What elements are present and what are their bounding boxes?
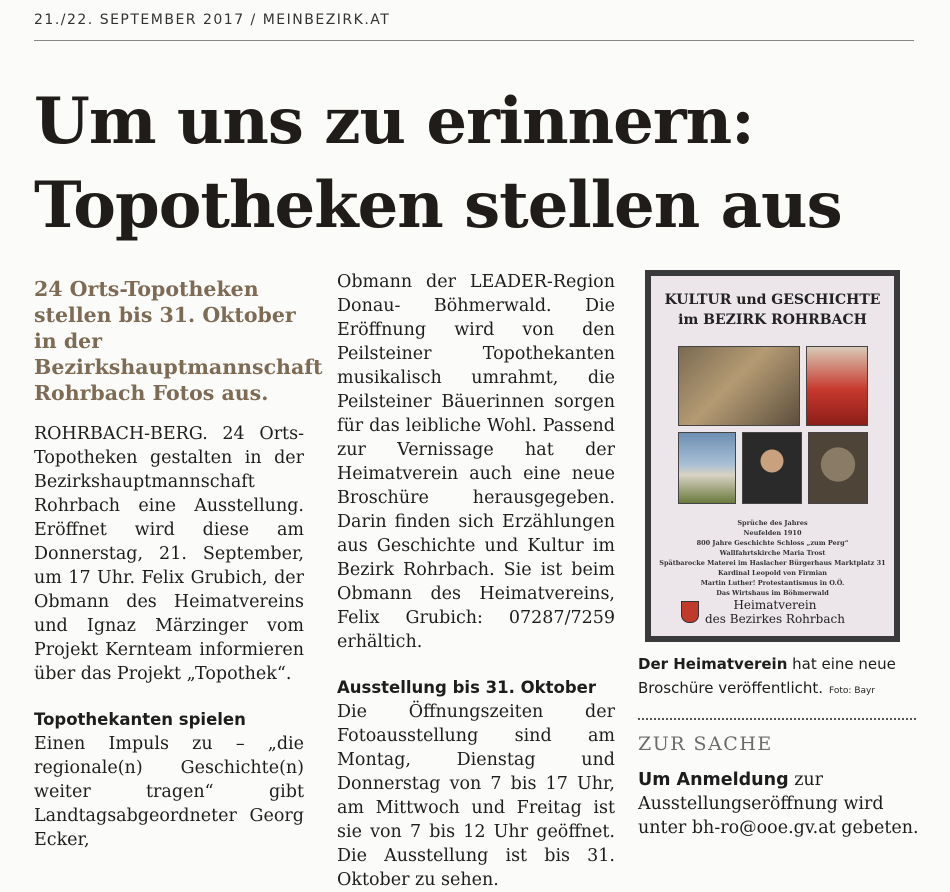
brochure-list-item: Sprüche des Jahres <box>737 519 808 527</box>
brochure-list-item: Wallfahrtskirche Maria Trost <box>719 549 826 557</box>
brochure-list-item: Martin Luther! Protestantismus in O.Ö. <box>700 579 845 587</box>
headline-line-1: Um uns zu erinnern: <box>34 84 754 159</box>
headline-line-2: Topotheken stellen aus <box>34 168 842 243</box>
church-image <box>678 432 736 504</box>
brochure-list-item: Das Wirtshaus im Böhmerwald <box>716 589 829 597</box>
zur-sache-text <box>638 768 920 840</box>
stone-head-image <box>808 432 868 504</box>
brochure-title <box>651 290 894 330</box>
brochure-list-item: 800 Jahre Geschichte Schloss „zum Perg“ <box>696 539 849 547</box>
cardinal-portrait-image <box>806 346 868 426</box>
publisher-line-2: des Bezirkes Rohrbach <box>705 612 845 626</box>
subheading-ausstellung: Ausstellung bis 31. Oktober <box>337 678 596 697</box>
crest-icon <box>681 601 699 623</box>
zur-sache-bold: Um Anmeldung <box>638 770 789 790</box>
article-column-1 <box>34 276 323 852</box>
brochure-title-line-2: im BEZIRK ROHRBACH <box>678 312 867 328</box>
article-body-paragraph: Obmann der LEADER-Region Donau- Böhmerwald. Die Eröffnung wird von den Peilsteiner Topothekanten musikalisch umrahmt, die Peilsteiner Bäuerinnen sorgen für das leibliche Wohl. Passend zur Vernissage hat der Heimatverein auch eine neue Broschüre herausgegeben. Darin finden sich Erzählungen aus Geschichte und Kultur im Bezirk Rohrbach. Sie ist beim Obmann des Heimatvereins, Felix Grubich: 07287/7259 erhältich. <box>337 272 615 652</box>
photo-credit: Foto: Bayr <box>829 686 876 696</box>
header-divider <box>34 40 914 41</box>
brochure-list-item: Spätbarocke Materei im Haslacher Bürgerhaus Marktplatz 31 <box>659 559 886 567</box>
caption-bold: Der Heimatverein <box>638 655 788 673</box>
brochure-contents-list <box>651 518 894 598</box>
article-lead: 24 Orts-Topotheken stellen bis 31. Oktober in der Bezirkshauptmannschaft Rohrbach Fotos aus. <box>34 277 323 405</box>
subheading-topothekanten: Topothekanten spielen <box>34 710 246 729</box>
article-body-paragraph: Die Öffnungszeiten der Fotoausstellung sind am Montag, Dienstag und Donnerstag von 7 bis 17 Uhr, am Mittwoch und Freitag ist sie von 7 bis 12 Uhr geöffnet. Die Ausstellung ist bis 31. Oktober zu sehen. <box>337 702 615 890</box>
relief-image <box>678 346 800 426</box>
publisher-line-1: Heimatverein <box>733 598 817 612</box>
brochure-title-line-1: KULTUR und GESCHICHTE <box>664 292 881 308</box>
article-body-paragraph: ROHRBACH-BERG. 24 Orts-Topotheken gestalten in der Bezirkshauptmannschaft Rohrbach eine Ausstellung. Eröffnet wird diese am Donnerstag, 21. September, um 17 Uhr. Felix Grubich, der Obmann des Heimatvereins und Ignaz Märzinger vom Projekt Kernteam informieren über das Projekt „Topothek“. <box>34 424 304 684</box>
photo-caption <box>638 652 920 703</box>
article-body-paragraph: Einen Impuls zu – „die regionale(n) Geschichte(n) weiter tragen“ gibt Landtagsabgeordneter Georg Ecker, <box>34 734 304 850</box>
article-column-2 <box>337 270 615 892</box>
brochure-list-item: Neufelden 1910 <box>743 529 802 537</box>
section-divider <box>638 718 916 720</box>
luther-portrait-image <box>742 432 802 504</box>
zur-sache-heading: ZUR SACHE <box>638 733 773 755</box>
article-headline <box>34 80 934 248</box>
brochure-photo <box>645 270 900 642</box>
issue-date-header: 21./22. SEPTEMBER 2017 / MEINBEZIRK.AT <box>34 12 391 28</box>
brochure-list-item: Kardinal Leopold von Firmian <box>717 569 828 577</box>
brochure-publisher <box>681 598 886 626</box>
caption-text: hat eine neue Broschüre veröffentlicht. <box>638 655 896 697</box>
brochure-cover <box>651 276 894 636</box>
zur-sache-rest: zur Ausstellungseröffnung wird unter bh-ro@ooe.gv.at gebeten. <box>638 770 919 838</box>
